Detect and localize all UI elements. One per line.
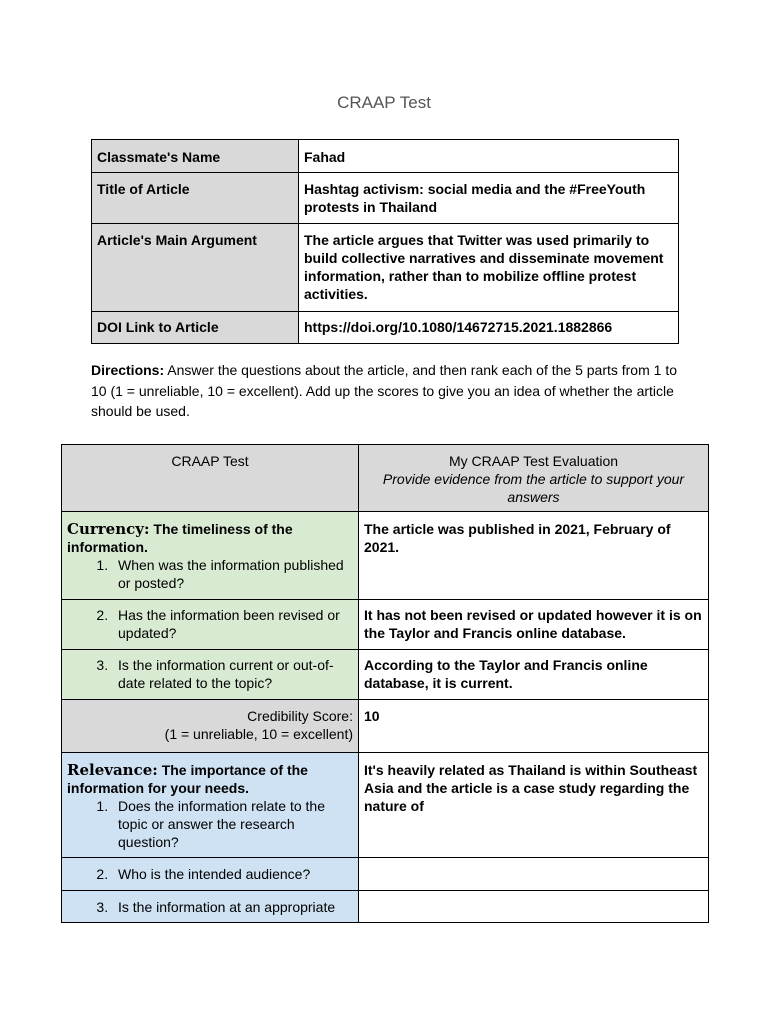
currency-question-3: 3. Is the information current or out-of-date related to the topic?	[112, 656, 353, 692]
page-title: CRAAP Test	[337, 93, 431, 112]
table-row	[92, 173, 679, 224]
relevance-answer-1: It's heavily related as Thailand is within Southeast Asia and the article is a case study regarding the nature of	[359, 753, 709, 858]
table-row	[62, 753, 709, 858]
relevance-cell	[62, 753, 359, 858]
name-label: Classmate's Name	[92, 140, 299, 173]
relevance-cell-2	[62, 858, 359, 891]
evaluation-header	[359, 445, 709, 512]
currency-word: Currency:	[67, 520, 150, 538]
relevance-question-1: 1. Does the information relate to the topic or answer the research question?	[112, 797, 353, 851]
table-header-row	[62, 445, 709, 512]
table-row	[92, 140, 679, 173]
currency-heading	[67, 520, 353, 556]
table-row	[62, 650, 709, 700]
currency-answer-3: According to the Taylor and Francis online database, it is current.	[359, 650, 709, 700]
directions-paragraph	[91, 360, 681, 422]
evaluation-header-title: My CRAAP Test Evaluation	[448, 453, 619, 469]
doi-value: https://doi.org/10.1080/14672715.2021.1882866	[299, 312, 679, 344]
table-row	[62, 700, 709, 753]
relevance-answer-2	[359, 858, 709, 891]
directions-label: Directions:	[91, 362, 165, 378]
article-info-table	[91, 139, 679, 344]
currency-cell	[62, 512, 359, 600]
relevance-cell-3	[62, 891, 359, 923]
relevance-answer-3	[359, 891, 709, 923]
name-value: Fahad	[299, 140, 679, 173]
relevance-question-2: 2. Who is the intended audience?	[112, 865, 353, 883]
credibility-score-scale: (1 = unreliable, 10 = excellent)	[164, 726, 353, 742]
currency-question-1: 1. When was the information published or posted?	[112, 556, 353, 592]
article-title-label: Title of Article	[92, 173, 299, 224]
currency-cell-2	[62, 600, 359, 650]
currency-answer-1: The article was published in 2021, February of 2021.	[359, 512, 709, 600]
table-row	[62, 858, 709, 891]
main-argument-value: The article argues that Twitter was used primarily to build collective narratives and disseminate movement information, rather than to mobilize offline protest activities.	[299, 224, 679, 312]
credibility-score-label: Credibility Score:	[247, 708, 353, 724]
evaluation-header-subtitle: Provide evidence from the article to support your answers	[382, 471, 685, 505]
directions-text: Answer the questions about the article, and then rank each of the 5 parts from 1 to 10 (1 = unreliable, 10 = excellent). Add up the scores to give you an idea of whether the article should be used.	[91, 362, 677, 419]
article-title-value: Hashtag activism: social media and the #FreeYouth protests in Thailand	[299, 173, 679, 224]
table-row	[92, 312, 679, 344]
relevance-question-3: 3. Is the information at an appropriate	[112, 898, 353, 916]
relevance-heading	[67, 761, 353, 797]
craap-test-header: CRAAP Test	[62, 445, 359, 512]
relevance-desc: The importance of the information for your needs.	[67, 762, 308, 796]
credibility-score-label-cell	[62, 700, 359, 753]
currency-cell-3	[62, 650, 359, 700]
table-row	[62, 891, 709, 923]
main-argument-label: Article's Main Argument	[92, 224, 299, 312]
table-row	[92, 224, 679, 312]
table-row	[62, 600, 709, 650]
table-row	[62, 512, 709, 600]
doi-label: DOI Link to Article	[92, 312, 299, 344]
relevance-word: Relevance:	[67, 761, 158, 779]
currency-desc: The timeliness of the information.	[67, 521, 293, 555]
currency-answer-2: It has not been revised or updated however it is on the Taylor and Francis online database.	[359, 600, 709, 650]
craap-evaluation-table	[61, 444, 709, 923]
credibility-score-value: 10	[359, 700, 709, 753]
currency-question-2: 2. Has the information been revised or updated?	[112, 606, 353, 642]
